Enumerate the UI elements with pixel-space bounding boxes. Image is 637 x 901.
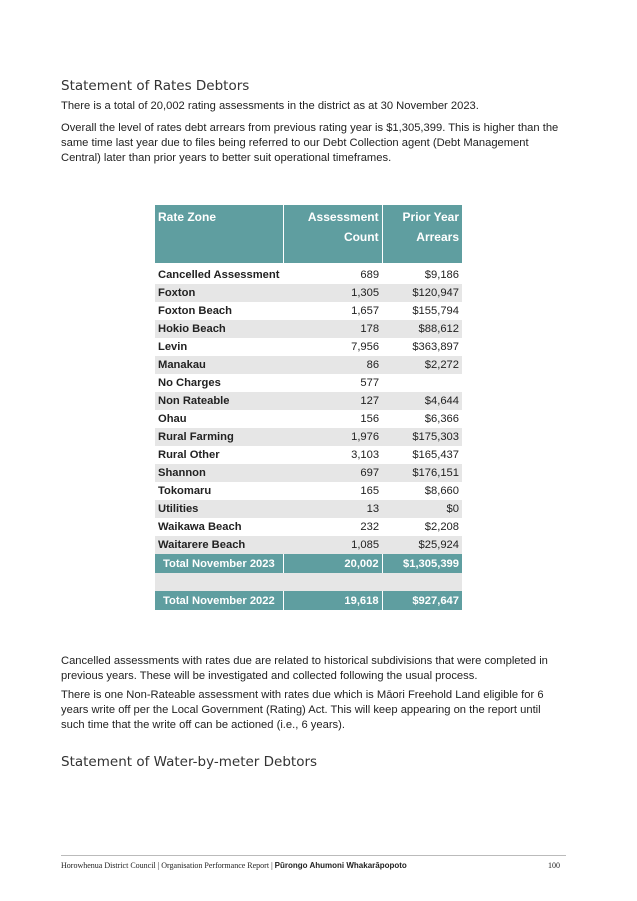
cell-arrears: $176,151 [382,464,462,482]
paragraph-debt-arrears: Overall the level of rates debt arrears from previous rating year is $1,305,399. This is higher than the same time last year due to files being referred to our Debt Collection agent (Debt Management Central) later than prior years to better suit operational timeframes. [61,122,559,164]
table-row [155,518,462,536]
table-row [155,356,462,374]
cell-count: 86 [284,356,383,374]
table-row [155,446,462,464]
total-2023-arrears: $1,305,399 [382,554,462,573]
cell-zone: Foxton [155,284,284,302]
table-row [155,410,462,428]
table-row [155,482,462,500]
cell-count: 697 [284,464,383,482]
table-spacer-row [155,573,462,591]
header-count-line1: Assessment [307,210,379,224]
total-row-2022 [155,591,462,610]
cell-arrears: $2,208 [424,521,459,533]
cell-zone: Foxton Beach [158,305,232,317]
cell-count: 689 [360,269,380,281]
table-row [155,464,462,482]
cell-count: 232 [360,521,380,533]
table-row [155,536,462,554]
cell-arrears: $88,612 [382,320,462,338]
cell-count: 165 [360,485,380,497]
cell-arrears: $175,303 [382,428,462,446]
footer-bold-title: Pūrongo Ahumoni Whakarāpopoto [274,861,407,870]
spacer-cell [155,573,462,591]
cell-arrears: $25,924 [382,536,462,554]
cell-zone: Shannon [155,464,284,482]
cell-zone: Hokio Beach [155,320,284,338]
total-2022-arrears: $927,647 [382,591,462,610]
cell-zone: No Charges [158,377,221,389]
cell-count: 577 [360,377,380,389]
header-count-line2: Count [343,230,379,244]
cell-arrears: $120,947 [382,284,462,302]
section-heading-water-meter-debtors: Statement of Water-by-meter Debtors [61,754,318,770]
cell-count: 178 [284,320,383,338]
cell-zone: Rural Farming [155,428,284,446]
cell-zone: Ohau [158,413,187,425]
header-prior-year-arrears [382,205,462,263]
table-row [155,500,462,518]
cell-zone: Waitarere Beach [155,536,284,554]
total-2022-count: 19,618 [284,591,383,610]
page-footer [61,861,566,870]
paragraph-non-rateable: There is one Non-Rateable assessment with rates due which is Māori Freehold Land eligible for 6 years write off per the Local Government (Rating) Act. This will keep appearing on the report until such time that the write off can be actioned (i.e., 6 years). [61,689,544,731]
cell-count: 7,956 [351,341,380,353]
paragraph-cancelled-assessments: Cancelled assessments with rates due are related to historical subdivisions that were completed in previous years. These will be investigated and collected following the usual process. [61,655,548,682]
total-2022-label: Total November 2022 [155,591,284,610]
cell-zone: Cancelled Assessment [158,269,280,281]
cell-zone: Levin [158,341,188,353]
cell-arrears [382,374,462,392]
total-2023-count: 20,002 [284,554,383,573]
cell-count: 156 [360,413,380,425]
cell-zone: Waikawa Beach [158,521,242,533]
cell-zone: Rural Other [158,449,220,461]
total-2023-label: Total November 2023 [155,554,284,573]
cell-count: 127 [284,392,383,410]
cell-arrears: $2,272 [382,356,462,374]
table-row [155,263,462,284]
cell-arrears: $6,366 [424,413,459,425]
rates-debtors-table [155,205,462,610]
cell-arrears: $155,794 [412,305,459,317]
section-heading-rates-debtors: Statement of Rates Debtors [61,78,250,94]
cell-count: 1,305 [284,284,383,302]
cell-arrears: $9,186 [424,269,459,281]
table-row [155,338,462,356]
header-assessment-count [284,205,383,263]
footer-divider [61,855,566,856]
table-row [155,302,462,320]
header-rate-zone: Rate Zone [155,205,284,263]
cell-arrears: $165,437 [412,449,459,461]
cell-count: 3,103 [351,449,380,461]
table-row [155,284,462,302]
footer-text: Horowhenua District Council | Organisation Performance Report | [61,861,275,870]
cell-arrears: $4,644 [382,392,462,410]
cell-count: 1,976 [284,428,383,446]
cell-arrears: $8,660 [424,485,459,497]
cell-zone: Non Rateable [155,392,284,410]
table-row [155,374,462,392]
table-row [155,320,462,338]
cell-arrears: $0 [382,500,462,518]
cell-count: 1,085 [284,536,383,554]
cell-arrears: $363,897 [412,341,459,353]
table-row [155,392,462,410]
header-arrears-line2: Arrears [416,230,459,244]
cell-zone: Utilities [155,500,284,518]
table-row [155,428,462,446]
page-number: 100 [548,861,560,870]
paragraph-total-assessments: There is a total of 20,002 rating assessments in the district as at 30 November 2023. [61,100,479,112]
table-header-row [155,205,462,263]
cell-count: 1,657 [351,305,380,317]
cell-count: 13 [284,500,383,518]
cell-zone: Manakau [155,356,284,374]
total-row-2023 [155,554,462,573]
cell-zone: Tokomaru [158,485,212,497]
header-arrears-line1: Prior Year [402,210,459,224]
